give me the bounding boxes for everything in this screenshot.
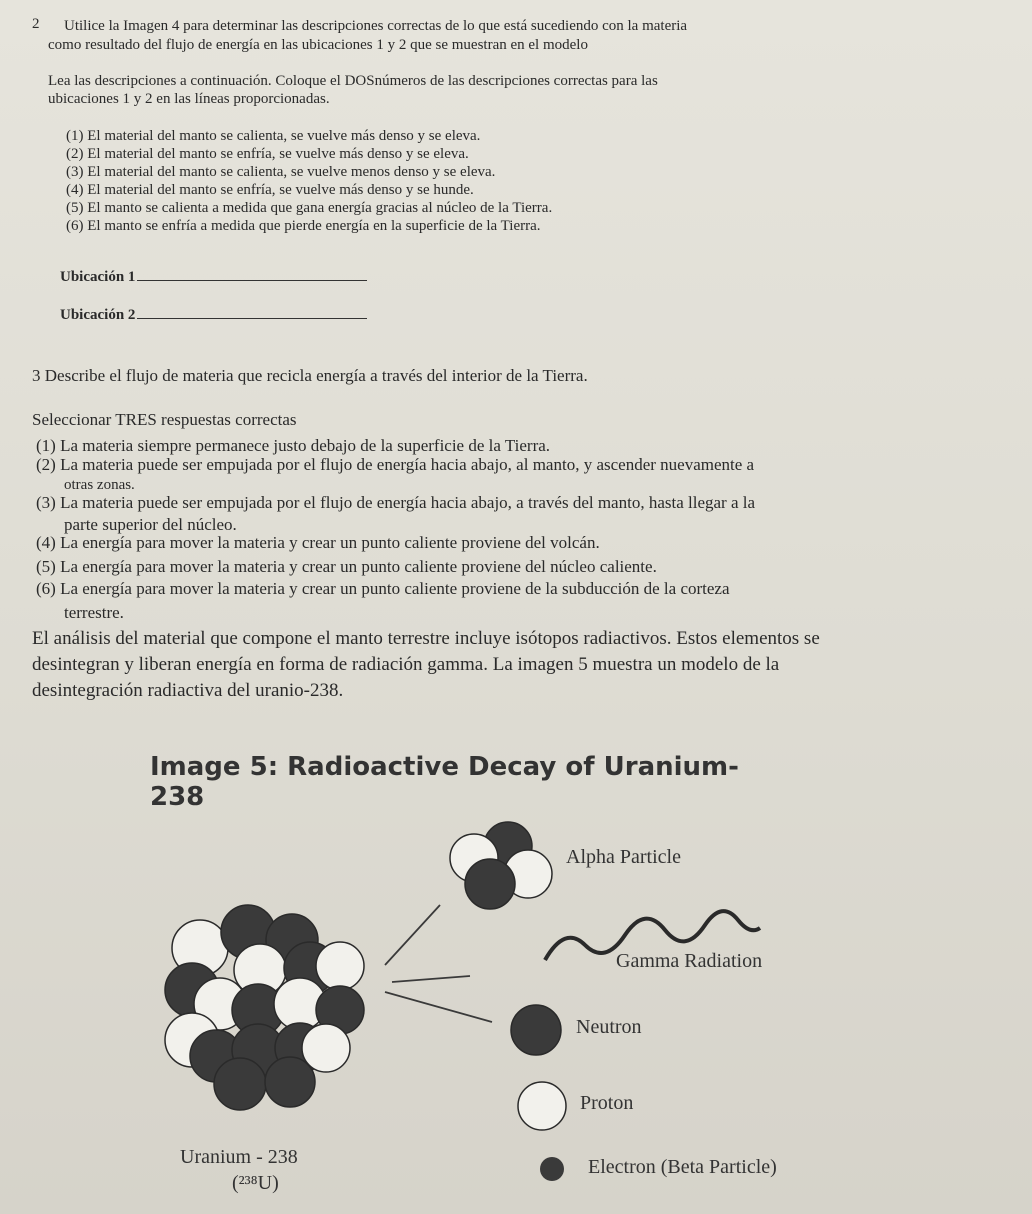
q3-option-2: (2) La materia puede ser empujada por el flujo de energía hacia abajo, al manto, y ascender nuevamente a [36, 455, 755, 474]
q3-prompt: 3 Describe el flujo de materia que recicla energía a través del interior de la Tierra. [32, 366, 588, 385]
electron-icon [540, 1157, 564, 1181]
paragraph-line2: desintegran y liberan energía en forma de radiación gamma. La imagen 5 muestra un modelo de la [32, 654, 780, 675]
gamma-emission-line [392, 976, 470, 982]
location-2-label: Ubicación 2 [60, 307, 136, 323]
image5-title: Image 5: Radioactive Decay of Uranium-238 [150, 752, 739, 812]
paragraph-line1: El análisis del material que compone el manto terrestre incluye isótopos radiactivos. Estos elementos se [32, 628, 820, 649]
q3-option-1: (1) La materia siempre permanece justo debajo de la superficie de la Tierra. [36, 436, 551, 455]
q2-option-5: (5) El manto se calienta a medida que gana energía gracias al núcleo de la Tierra. [66, 200, 553, 216]
q2-option-1: (1) El material del manto se calienta, se vuelve más denso y se eleva. [66, 128, 481, 144]
neutron-particle [214, 1058, 266, 1110]
emission-lines [385, 905, 492, 1022]
q2-instruction-line2: ubicaciones 1 y 2 en las líneas proporcionadas. [48, 91, 330, 107]
uranium-symbol: (²³⁸U) [232, 1172, 279, 1194]
q3-option-5: (5) La energía para mover la materia y crear un punto caliente proviene del núcleo caliente. [36, 557, 657, 576]
neutron-emission-line [385, 992, 492, 1022]
proton-label: Proton [580, 1092, 634, 1114]
alpha-emission-line [385, 905, 440, 965]
proton-particle [302, 1024, 350, 1072]
q2-option-6: (6) El manto se enfría a medida que pierde energía en la superficie de la Tierra. [66, 218, 541, 234]
neutron-particle [265, 1057, 315, 1107]
uranium-label: Uranium - 238 [180, 1146, 298, 1168]
q2-option-4: (4) El material del manto se enfría, se vuelve más denso y se hunde. [66, 182, 474, 198]
paragraph-line3: desintegración radiactiva del uranio-238. [32, 680, 344, 701]
proton-icon [518, 1082, 566, 1130]
alpha-particle-label: Alpha Particle [566, 846, 681, 868]
q3-select-instruction: Seleccionar TRES respuestas correctas [32, 410, 297, 429]
q2-number: 2 [32, 16, 40, 32]
alpha-particle-icon [450, 822, 552, 909]
q3-option-6-cont: terrestre. [64, 603, 124, 622]
proton-particle [316, 942, 364, 990]
q3-option-3-cont: parte superior del núcleo. [64, 515, 237, 534]
gamma-radiation-label: Gamma Radiation [616, 950, 763, 972]
electron-label: Electron (Beta Particle) [588, 1156, 777, 1178]
q2-text-line1: Utilice la Imagen 4 para determinar las descripciones correctas de lo que está sucediendo con la materia [64, 18, 688, 34]
q2-option-3: (3) El material del manto se calienta, se vuelve menos denso y se eleva. [66, 164, 496, 180]
q3-option-6: (6) La energía para mover la materia y crear un punto caliente proviene de la subducción de la corteza [36, 579, 730, 598]
neutron-label: Neutron [576, 1016, 642, 1038]
q3-option-2-cont: otras zonas. [64, 477, 135, 493]
neutron-particle [465, 859, 515, 909]
location-1-label: Ubicación 1 [60, 269, 136, 285]
neutron-icon [511, 1005, 561, 1055]
q2-option-2: (2) El material del manto se enfría, se vuelve más denso y se eleva. [66, 146, 469, 162]
uranium-nucleus [165, 905, 364, 1110]
q2-text-line2: como resultado del flujo de energía en las ubicaciones 1 y 2 que se muestran en el modelo [48, 37, 588, 53]
q2-instruction-line1: Lea las descripciones a continuación. Coloque el DOSnúmeros de las descripciones correctas para las [48, 73, 658, 89]
q3-option-3: (3) La materia puede ser empujada por el flujo de energía hacia abajo, a través del manto, hasta llegar a la [36, 493, 756, 512]
q3-option-4: (4) La energía para mover la materia y crear un punto caliente proviene del volcán. [36, 533, 600, 552]
